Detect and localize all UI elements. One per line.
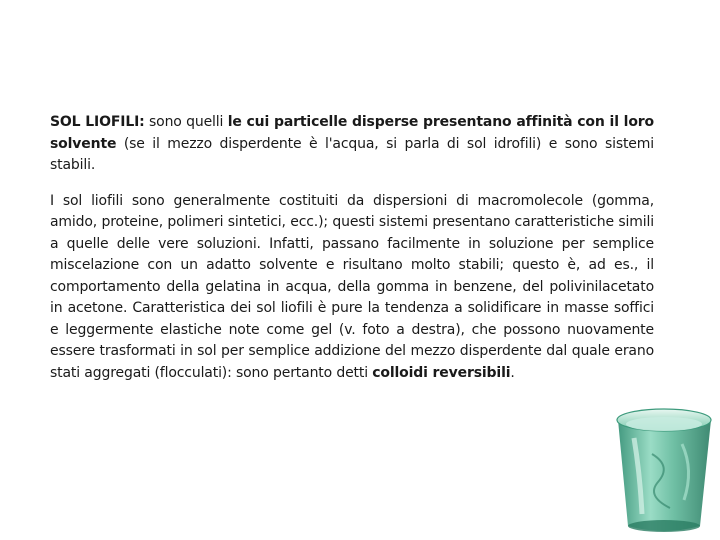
term-sol-liofili: SOL LIOFILI:	[50, 114, 145, 130]
paragraph1-text-a: sono quelli	[144, 114, 228, 130]
paragraph-sol-liofili	[50, 112, 654, 177]
paragraph2-end: .	[510, 364, 515, 381]
paragraph2-text: I sol liofili sono generalmente costituiti da dispersioni di macromolecole (gomma, amido, proteine, polimeri sintetici, ecc.); questi sistemi presentano caratteristiche simili a quelle delle vere soluzioni. Infatti, passano facilmente in soluzione per semplice miscelazione con un adatto solvente e risultano molto stabili; questo è, ad es., il comportamento della gelatina in acqua, della gomma in benzene, del polivinilacetato in acetone. Caratteristica dei sol liofili è pure la tendenza a solidificare in masse soffici e leggermente elastiche note come gel (v. foto a destra), che possono nuovamente essere trasformati in sol per semplice addizione del mezzo disperdente dal quale erano stati aggregati (flocculati): sono pertanto detti	[50, 192, 654, 381]
text-block	[50, 112, 654, 398]
paragraph1-highlight: le cui particelle disperse presentano affinità con il loro solvente	[50, 114, 655, 152]
glass-body	[618, 420, 711, 531]
gel-surface	[626, 417, 702, 431]
glass-base	[628, 520, 700, 532]
term-colloidi-reversibili: colloidi reversibili	[372, 364, 511, 381]
paragraph1-text-b: (se il mezzo disperdente è l'acqua, si parla di sol idrofili) e sono sistemi stabili.	[50, 135, 654, 173]
gel-glass-icon	[612, 404, 717, 536]
paragraph-description	[50, 191, 654, 385]
